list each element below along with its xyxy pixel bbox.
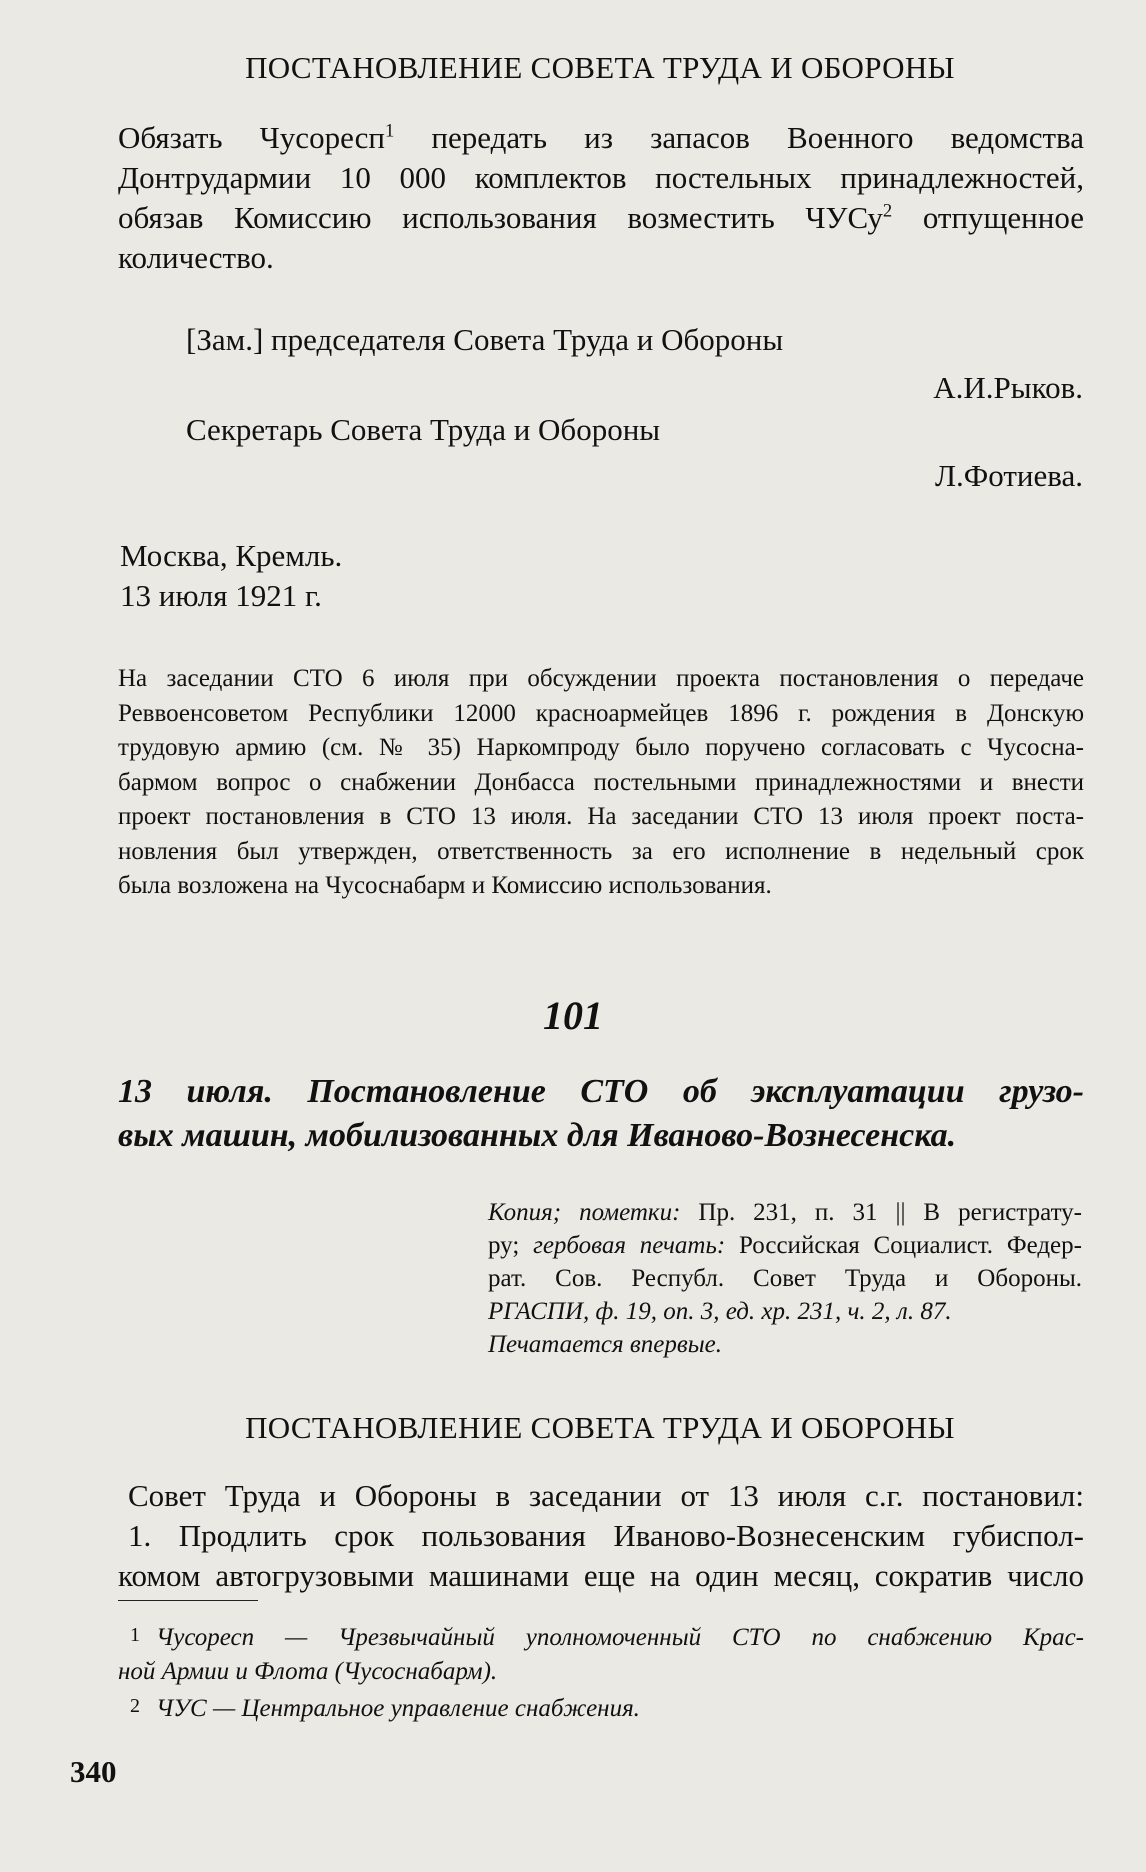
heading-line: 13 июля. Постановление СТО об эксплуатации грузо- bbox=[118, 1073, 1084, 1110]
doc1-body-line: количество. bbox=[118, 240, 274, 275]
signature-role-chair: [Зам.] председателя Совета Труда и Обороны bbox=[186, 322, 784, 357]
document-heading bbox=[118, 1070, 1084, 1158]
footnotes bbox=[118, 1618, 1084, 1726]
doc2-body-line: комом автогрузовыми машинами еще на один месяц, сократив число bbox=[118, 1558, 1084, 1593]
footnote-ref-1: 1 bbox=[384, 120, 395, 142]
source-line: рат. Сов. Республ. Совет Труда и Обороны. bbox=[488, 1265, 1082, 1292]
note-line: бармом вопрос о снабжении Донбасса постельными принадлежностями и внести bbox=[118, 768, 1084, 796]
doc1-body-line: Обязать Чусоресп$^1$ передать из запасов Военного ведомства bbox=[118, 120, 1084, 155]
source-line: Копия; пометки: Пр. 231, п. 31 || В регистрату- bbox=[488, 1199, 1082, 1226]
note-line: трудовую армию (см. № 35) Наркомпроду было поручено согласовать с Чусосна- bbox=[118, 734, 1084, 761]
editorial-note bbox=[118, 662, 1084, 904]
footnote-1: 1 Чусоресп — Чрезвычайный уполномоченный СТО по снабжению Крас- bbox=[130, 1624, 1084, 1651]
footnote-1-cont: ной Армии и Флота (Чусоснабарм). bbox=[118, 1658, 498, 1685]
doc2-title: ПОСТАНОВЛЕНИЕ СОВЕТА ТРУДА И ОБОРОНЫ bbox=[245, 1410, 955, 1445]
heading-line: вых машин, мобилизованных для Иваново-Вознесенска. bbox=[118, 1117, 957, 1154]
note-line: была возложена на Чусоснабарм и Комиссию использования. bbox=[118, 872, 772, 899]
source-note bbox=[488, 1196, 1082, 1361]
doc1-body-line: обязав Комиссию использования возместить ЧУСу$^2$ отпущенное bbox=[118, 200, 1084, 235]
note-line: Реввоенсоветом Республики 12000 красноармейцев 1896 г. рождения в Донскую bbox=[118, 699, 1084, 727]
doc1-body bbox=[118, 118, 1084, 278]
doc1-body-line: Донтрудармии 10 000 комплектов постельных принадлежностей, bbox=[118, 160, 1084, 195]
source-line: ру; гербовая печать: Российская Социалист. Федер- bbox=[488, 1232, 1082, 1259]
footnote-2: 2 ЧУС — Центральное управление снабжения. bbox=[130, 1695, 640, 1722]
note-line: проект постановления в СТО 13 июля. На заседании СТО 13 июля проект поста- bbox=[118, 803, 1084, 830]
archive-reference: РГАСПИ, ф. 19, оп. 3, ед. хр. 231, ч. 2, л. 87. bbox=[488, 1298, 952, 1325]
date: 13 июля 1921 г. bbox=[120, 578, 322, 613]
signature-name-fotieva: Л.Фотиева. bbox=[935, 458, 1083, 493]
page-number: 340 bbox=[70, 1754, 117, 1789]
footnote-ref-2: 2 bbox=[882, 200, 893, 222]
signature-role-secretary: Секретарь Совета Труда и Обороны bbox=[186, 412, 661, 447]
signature-name-rykov: А.И.Рыков. bbox=[933, 370, 1083, 405]
note-line: На заседании СТО 6 июля при обсуждении проекта постановления о передаче bbox=[118, 665, 1084, 692]
doc2-body-line: 1. Продлить срок пользования Иваново-Вознесенским губиспол- bbox=[128, 1518, 1084, 1553]
note-line: новления был утвержден, ответственность за его исполнение в недельный срок bbox=[118, 837, 1084, 865]
footnote-rule bbox=[118, 1600, 258, 1601]
print-status: Печатается впервые. bbox=[488, 1331, 722, 1358]
doc2-body-line: Совет Труда и Обороны в заседании от 13 июля с.г. постановил: bbox=[128, 1478, 1084, 1513]
doc1-title: ПОСТАНОВЛЕНИЕ СОВЕТА ТРУДА И ОБОРОНЫ bbox=[245, 50, 955, 85]
document-number: 101 bbox=[543, 993, 603, 1038]
place: Москва, Кремль. bbox=[120, 538, 343, 573]
doc2-body bbox=[118, 1476, 1084, 1596]
